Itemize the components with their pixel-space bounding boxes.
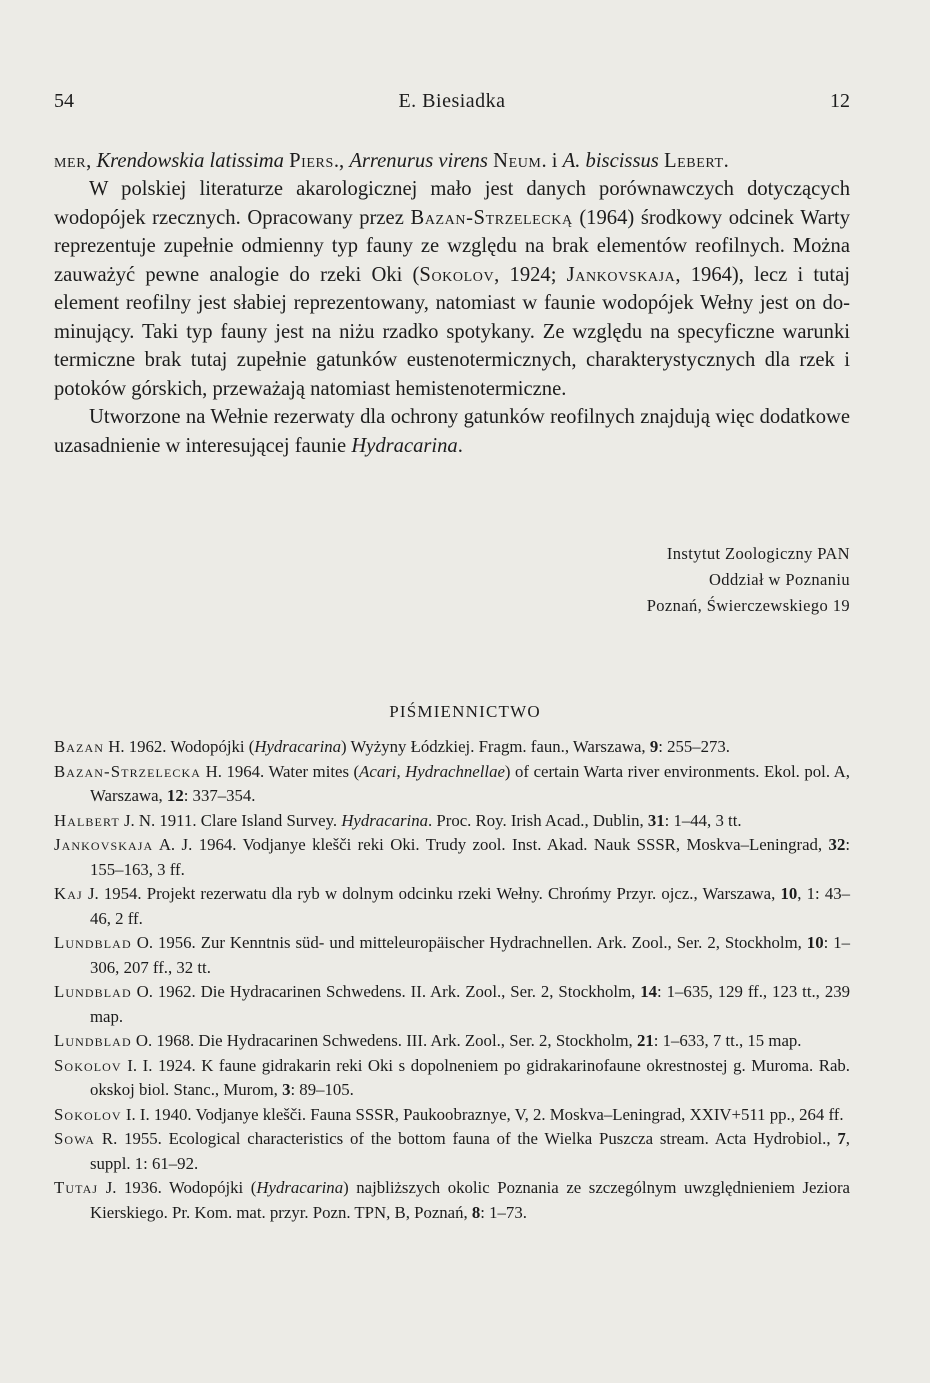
reference-text: : 337–354. bbox=[183, 786, 256, 805]
reference-volume: 7 bbox=[837, 1129, 846, 1148]
reference-author: Sokolov bbox=[54, 1104, 122, 1124]
reference-volume: 14 bbox=[640, 982, 658, 1001]
species-name: Arrenurus virens bbox=[349, 150, 488, 172]
reference-author: Lundblad bbox=[54, 982, 132, 1001]
reference-author: Bazan-Strzelecka bbox=[54, 761, 202, 781]
affiliation-address: Poznań, Świerczewskiego 19 bbox=[646, 596, 850, 615]
reference-text: A. J. 1964. Vodjanye klešči reki Oki. Trudy zool. Inst. Akad. Nauk SSSR, Moskva–Leningrad, bbox=[153, 835, 829, 854]
reference-volume: 9 bbox=[649, 737, 659, 756]
reference-entry bbox=[54, 760, 850, 809]
text-run: . bbox=[457, 434, 463, 457]
taxon-name: Hydracarina bbox=[351, 434, 458, 457]
reference-entry bbox=[54, 1054, 850, 1103]
reference-text: I. I. 1940. Vodjanye klešči. Fauna SSSR, Paukoobraznye, V, 2. Moskva–Leningrad, XXIV+511 pp., 264 ff. bbox=[121, 1104, 844, 1124]
reference-volume: 10 bbox=[780, 884, 798, 903]
author-name: Jankovskaja bbox=[566, 263, 676, 286]
reference-author: Jankovskaja bbox=[54, 835, 154, 854]
reference-entry bbox=[54, 1176, 850, 1225]
reference-volume: 21 bbox=[636, 1031, 654, 1050]
text-run: . i bbox=[541, 150, 563, 172]
reference-list bbox=[54, 735, 850, 1225]
reference-entry bbox=[54, 1103, 850, 1128]
reference-text: ) najbliższych okolic Poznania ze szczególnym uwzględnieniem Jeziora Kierskiego. Pr. Kom. mat. przyr. Pozn. TPN, B, Poznań, bbox=[90, 1178, 850, 1222]
reference-author: Sokolov bbox=[54, 1055, 122, 1075]
text-run: , bbox=[86, 150, 97, 172]
reference-author: Halbert bbox=[54, 810, 120, 830]
running-head bbox=[54, 90, 850, 116]
reference-volume: 8 bbox=[471, 1202, 481, 1222]
reference-author: Lundblad bbox=[54, 933, 132, 952]
reference-text: O. 1962. Die Hydracarinen Schwedens. II. Ark. Zool., Ser. 2, Stockholm, bbox=[131, 982, 641, 1001]
reference-author: Kaj bbox=[54, 884, 83, 903]
reference-text: H. 1964. Water mites ( bbox=[201, 761, 360, 781]
reference-entry bbox=[54, 809, 850, 834]
author-affiliation bbox=[647, 541, 850, 619]
reference-text: I. I. 1924. K faune gidrakarin reki Oki s dopolneniem po gidrakarinofaune okrestnostej g. Muroma. Rab. okskoj biol. Stanc., Murom, bbox=[90, 1055, 850, 1099]
author-name: Lebert bbox=[663, 150, 724, 172]
reference-entry bbox=[54, 931, 850, 980]
author-name: Bazan-Strzelecką bbox=[410, 206, 573, 229]
reference-entry bbox=[54, 1127, 850, 1176]
reference-text: J. N. 1911. Clare Island Survey. bbox=[119, 810, 342, 830]
reference-text: J. 1954. Projekt rezerwatu dla ryb w dolnym odcinku rzeki Wełny. Chrońmy Przyr. ojcz., Warszawa, bbox=[82, 884, 781, 903]
reference-text: : 1–306, 207 ff., 32 tt. bbox=[90, 933, 850, 977]
reference-volume: 31 bbox=[647, 810, 665, 830]
reference-entry bbox=[54, 833, 850, 882]
reference-volume: 10 bbox=[806, 933, 824, 952]
reference-text: J. 1936. Wodopójki ( bbox=[98, 1178, 257, 1197]
species-name: A. biscissus bbox=[562, 150, 659, 172]
reference-author: Sowa bbox=[54, 1129, 96, 1148]
species-name: Krendowskia latissima bbox=[96, 150, 284, 172]
author-name: Neum bbox=[493, 150, 542, 172]
paragraph-reserves bbox=[54, 403, 850, 460]
reference-author: Tutaj bbox=[54, 1178, 99, 1197]
reference-text: : 89–105. bbox=[290, 1080, 354, 1099]
text-run: (1964) środkowy odcinek Warty reprezentuje zupełnie odmienny typ fauny ze względu na brak elementów reofilnych. Można zauważyć pewne analogie do rzeki Oki ( bbox=[54, 206, 850, 286]
reference-volume: 12 bbox=[166, 786, 184, 805]
reference-text: : 255–273. bbox=[658, 737, 731, 756]
reference-text: : 1–73. bbox=[480, 1202, 527, 1222]
references-heading: PIŚMIENNICTWO bbox=[389, 702, 541, 721]
reference-text: : 1–635, 129 ff., 123 tt., 239 map. bbox=[90, 982, 850, 1026]
author-name: mer bbox=[54, 150, 87, 172]
text-run: . bbox=[723, 150, 729, 172]
paragraph-species-list bbox=[54, 147, 850, 175]
text-run: Utworzone na Wełnie rezerwaty dla ochrony gatunków reofilnych znajdują więc dodatkowe uzasadnienie w interesującej faunie bbox=[54, 406, 850, 457]
reference-entry bbox=[54, 1029, 850, 1054]
body-text bbox=[54, 147, 850, 460]
reference-text: ) of certain Warta river environments. Ekol. pol. A, Warszawa, bbox=[90, 761, 850, 805]
reference-entry bbox=[54, 882, 850, 931]
reference-entry bbox=[54, 980, 850, 1029]
reference-text: : 155–163, 3 ff. bbox=[90, 835, 850, 879]
reference-text: , 1: 43–46, 2 ff. bbox=[90, 884, 850, 928]
reference-author: Lundblad bbox=[54, 1031, 132, 1050]
author-name: Sokolov bbox=[419, 263, 495, 286]
running-head-author: E. Biesiadka bbox=[398, 90, 506, 112]
text-run: W polskiej literaturze akarologicznej mało jest danych porównawczych dotyczących wodopójek rzecznych. Opracowany przez bbox=[54, 178, 850, 229]
issue-number: 12 bbox=[830, 90, 850, 112]
author-name: Piers bbox=[289, 150, 334, 172]
affiliation-institute: Instytut Zoologiczny PAN bbox=[666, 544, 850, 563]
reference-taxon: Hydracarina bbox=[256, 1178, 344, 1197]
reference-text: ) Wyżyny Łódzkiej. Fragm. faun., Warszawa, bbox=[341, 737, 650, 756]
reference-volume: 3 bbox=[282, 1080, 291, 1099]
reference-entry bbox=[54, 735, 850, 760]
reference-text: O. 1968. Die Hydracarinen Schwedens. III. Ark. Zool., Ser. 2, Stockholm, bbox=[131, 1031, 637, 1050]
reference-taxon: Hydracarina bbox=[254, 737, 342, 756]
reference-text: R. 1955. Ecological characteristics of the bottom fauna of the Wielka Puszcza stream. Acta Hydrobiol., bbox=[95, 1129, 838, 1148]
reference-text: O. 1956. Zur Kenntnis süd- und mitteleuropäischer Hydrachnellen. Ark. Zool., Ser. 2, Stockholm, bbox=[131, 933, 807, 952]
reference-taxon: Hydracarina bbox=[341, 810, 429, 830]
paragraph-comparison bbox=[54, 175, 850, 403]
reference-taxon: Acari, Hydrachnellae bbox=[359, 761, 505, 781]
text-run: ., bbox=[333, 150, 350, 172]
reference-text: H. 1962. Wodopójki ( bbox=[104, 737, 255, 756]
reference-text: . Proc. Roy. Irish Acad., Dublin, bbox=[428, 810, 648, 830]
reference-volume: 32 bbox=[828, 835, 846, 854]
text-run: , 1964), lecz i tutaj element reofilny jest słabiej reprezentowany, natomiast w faunie wodopójek Wełny jest on dominujący. Taki typ fauny jest na niżu rzadko spotykany. Ze względu na specyficzne warunki termiczne brak tutaj zupełnie gatunków eustenotermicznych, charakterystycznych dla rzek i potoków górskich, przeważają natomiast hemistenotermiczne. bbox=[54, 263, 851, 400]
page-number: 54 bbox=[54, 90, 74, 112]
reference-text: , suppl. 1: 61–92. bbox=[90, 1129, 850, 1173]
reference-text: : 1–633, 7 tt., 15 map. bbox=[653, 1031, 802, 1050]
reference-author: Bazan bbox=[54, 737, 105, 756]
affiliation-branch: Oddział w Poznaniu bbox=[708, 570, 850, 589]
reference-text: : 1–44, 3 tt. bbox=[664, 810, 742, 830]
text-run: , 1924; bbox=[494, 263, 567, 286]
